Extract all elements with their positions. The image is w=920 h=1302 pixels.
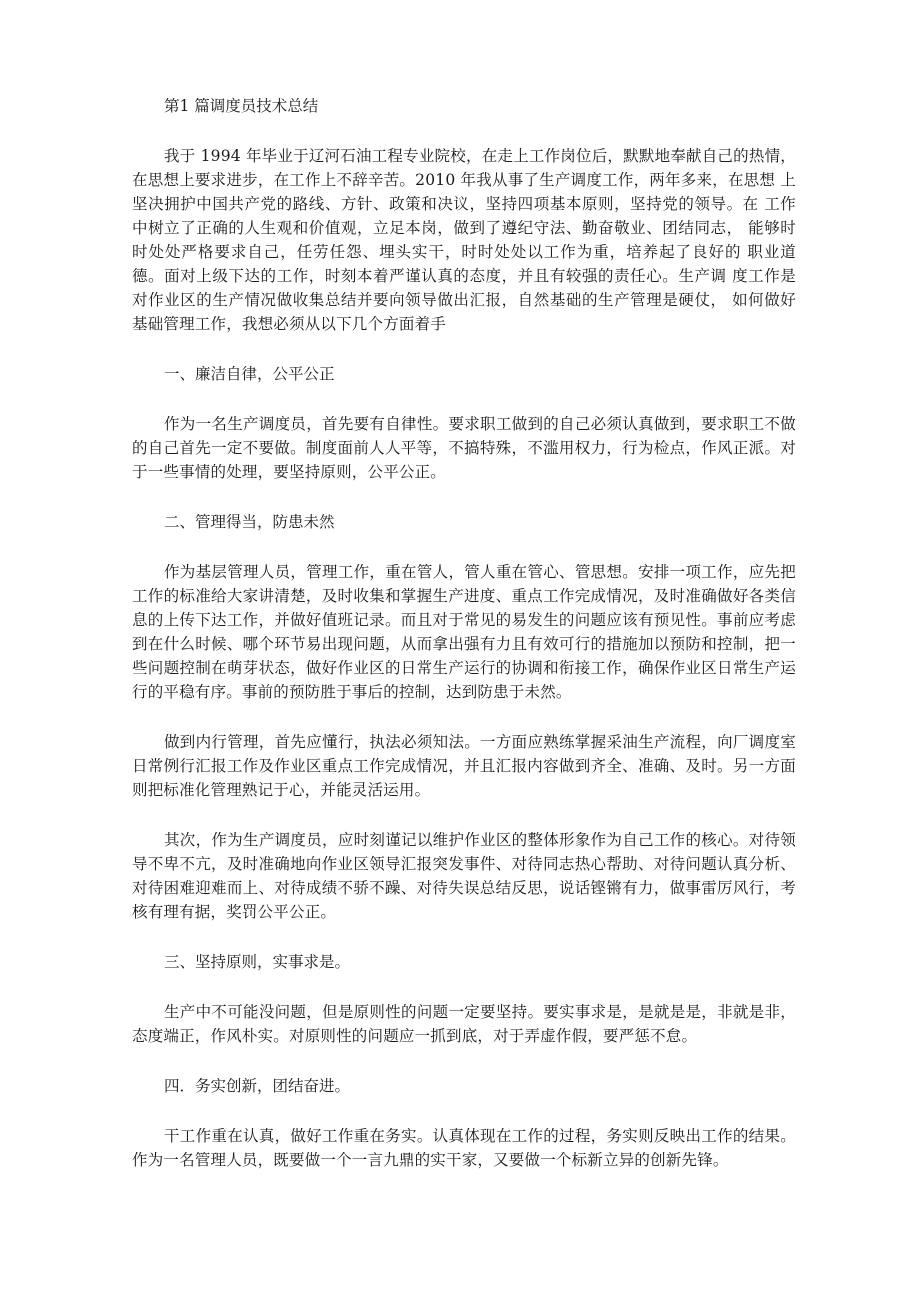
section-heading-2: 二、管理得当，防患未然: [164, 513, 335, 531]
section-heading-1: 一、廉洁自律，公平公正: [164, 365, 335, 383]
document-title: 第1 篇调度员技术总结: [164, 97, 319, 115]
section-1-paragraph: 作为一名生产调度员，首先要有自律性。要求职工做到的自己必须认真做到，要求职工不做的自己首先一定不要做。制度面前人人平等，不搞特殊，不滥用权力，行为检点，作风正派。对于一些事情的处理，要坚持原则，公平公正。: [132, 415, 796, 481]
section-3-paragraph: 生产中不可能没问题，但是原则性的问题一定要坚持。要实事求是，是就是是，非就是非，态度端正，作风朴实。对原则性的问题应一抓到底，对于弄虚作假，要严惩不怠。: [132, 1003, 796, 1045]
section-2-paragraph-3: 其次，作为生产调度员，应时刻谨记以维护作业区的整体形象作为自己工作的核心。对待领导不卑不亢，及时准确地向作业区领导汇报突发事件、对待同志热心帮助、对待问题认真分析、对待困难迎难而上、对待成绩不骄不躁、对待失误总结反思，说话铿锵有力，做事雷厉风行，考核有理有据，奖罚公平公正。: [132, 831, 796, 921]
section-4-paragraph: 干工作重在认真，做好工作重在务实。认真体现在工作的过程，务实则反映出工作的结果。作为一名管理人员，既要做一个一言九鼎的实干家，又要做一个标新立异的创新先锋。: [132, 1127, 796, 1169]
document-page: [132, 94, 796, 1198]
intro-paragraph: 我于 1994 年毕业于辽河石油工程专业院校，在走上工作岗位后，默默地奉献自己的热情， 在思想上要求进步，在工作上不辞辛苦。2010 年我从事了生产调度工作，两年多来，在思想 上坚决拥护中国共产党的路线、方针、政策和决议，坚持四项基本原则，坚持党的领导。在 工作中树立了正确的人生观和价值观，立足本岗，做到了遵纪守法、勤奋敬业、团结同志， 能够时时处处严格要求自己，任劳任怨、埋头实干，时时处处以工作为重，培养起了良好的 职业道德。面对上级下达的工作，时刻本着严谨认真的态度，并且有较强的责任心。生产调 度工作是对作业区的生产情况做收集总结并要向领导做出汇报，自然基础的生产管理是硬仗， 如何做好基础管理工作，我想必须从以下几个方面着手: [132, 147, 796, 333]
section-heading-3: 三、坚持原则，实事求是。: [164, 953, 351, 971]
section-2-paragraph-1: 作为基层管理人员，管理工作，重在管人，管人重在管心、管思想。安排一项工作，应先把工作的标准给大家讲清楚，及时收集和掌握生产进度、重点工作完成情况，及时准确做好各类信息的上传下达工作，并做好值班记录。而且对于常见的易发生的问题应该有预见性。事前应考虑到在什么时候、哪个环节易出现问题，从而拿出强有力且有效可行的措施加以预防和控制，把一些问题控制在萌芽状态，做好作业区的日常生产运行的协调和衔接工作，确保作业区日常生产运行的平稳有序。事前的预防胜于事后的控制，达到防患于未然。: [132, 563, 796, 701]
section-2-paragraph-2: 做到内行管理，首先应懂行，执法必须知法。一方面应熟练掌握采油生产流程，向厂调度室日常例行汇报工作及作业区重点工作完成情况，并且汇报内容做到齐全、准确、及时。另一方面则把标准化管理熟记于心，并能灵活运用。: [132, 733, 796, 799]
section-heading-4: 四．务实创新，团结奋进。: [164, 1077, 351, 1095]
